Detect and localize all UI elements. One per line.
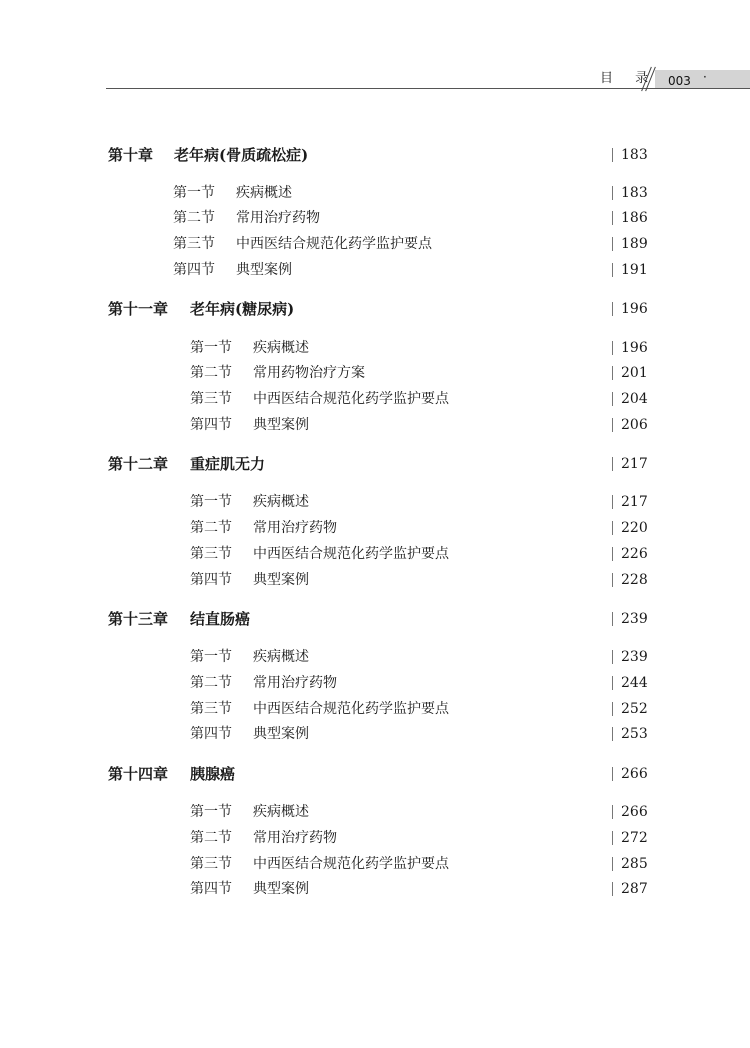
section-number: 第二节 (190, 520, 232, 536)
toc-section-entry[interactable] (190, 570, 648, 590)
section-title: 常用治疗药物 (253, 520, 337, 536)
section-page-number: 201 (612, 366, 648, 380)
section-page-number: 196 (612, 341, 648, 355)
toc-section-entry[interactable] (190, 363, 648, 383)
section-page-number: 244 (612, 676, 648, 690)
section-title: 疾病概述 (253, 494, 309, 510)
section-number: 第二节 (173, 210, 215, 226)
section-page-number: 239 (612, 650, 648, 664)
section-page-number: 253 (612, 727, 648, 741)
toc-section-entry[interactable] (190, 518, 648, 538)
toc-chapter-entry[interactable] (108, 608, 648, 630)
toc-section-entry[interactable] (190, 492, 648, 512)
section-page-number: 285 (612, 857, 648, 871)
section-number: 第四节 (190, 881, 232, 897)
section-title: 常用治疗药物 (253, 675, 337, 691)
toc-section-entry[interactable] (190, 544, 648, 564)
toc-chapter-entry[interactable] (108, 763, 648, 785)
section-title: 疾病概述 (253, 340, 309, 356)
chapter-number: 第十二章 (108, 455, 169, 473)
section-number: 第四节 (190, 726, 232, 742)
toc-section-entry[interactable] (190, 699, 648, 719)
section-page-number: 226 (612, 547, 648, 561)
toc-section-entry[interactable] (190, 802, 648, 822)
section-title: 常用治疗药物 (253, 830, 337, 846)
section-number: 第一节 (190, 340, 232, 356)
chapter-title: 老年病(糖尿病) (190, 300, 295, 318)
section-number: 第四节 (190, 572, 232, 588)
toc-section-entry[interactable] (190, 854, 648, 874)
chapter-page-number: 217 (612, 457, 648, 471)
chapter-number: 第十章 (108, 146, 154, 164)
section-number: 第三节 (173, 236, 215, 252)
section-page-number: 206 (612, 418, 648, 432)
chapter-page-number: 183 (612, 148, 648, 162)
section-page-number: 228 (612, 573, 648, 587)
section-page-number: 191 (612, 263, 648, 277)
section-page-number: 189 (612, 237, 648, 251)
toc-section-entry[interactable] (190, 879, 648, 899)
section-page-number: 217 (612, 495, 648, 509)
section-title: 疾病概述 (236, 185, 292, 201)
section-title: 中西医结合规范化药学监护要点 (253, 391, 449, 407)
toc-chapter-entry[interactable] (108, 453, 648, 475)
section-title: 中西医结合规范化药学监护要点 (253, 546, 449, 562)
section-number: 第一节 (173, 185, 215, 201)
section-page-number: 252 (612, 702, 648, 716)
section-title: 常用药物治疗方案 (253, 365, 365, 381)
chapter-page-number: 266 (612, 767, 648, 781)
toc-section-entry[interactable] (190, 724, 648, 744)
section-title: 常用治疗药物 (236, 210, 320, 226)
chapter-title: 结直肠癌 (190, 610, 251, 628)
running-header-page-number: 003 (668, 74, 691, 88)
section-number: 第四节 (190, 417, 232, 433)
section-page-number: 204 (612, 392, 648, 406)
section-page-number: 220 (612, 521, 648, 535)
section-title: 中西医结合规范化药学监护要点 (253, 701, 449, 717)
header-rule (106, 88, 750, 89)
section-page-number: 287 (612, 882, 648, 896)
section-title: 典型案例 (253, 572, 309, 588)
toc-section-entry[interactable] (190, 673, 648, 693)
section-number: 第二节 (190, 675, 232, 691)
section-number: 第二节 (190, 365, 232, 381)
section-page-number: 272 (612, 831, 648, 845)
toc-section-entry[interactable] (173, 260, 648, 280)
toc-section-entry[interactable] (190, 828, 648, 848)
section-title: 疾病概述 (253, 649, 309, 665)
section-title: 典型案例 (236, 262, 292, 278)
section-number: 第三节 (190, 701, 232, 717)
section-page-number: 186 (612, 211, 648, 225)
chapter-number: 第十四章 (108, 765, 169, 783)
toc-section-entry[interactable] (173, 234, 648, 254)
section-title: 典型案例 (253, 417, 309, 433)
toc-section-entry[interactable] (190, 338, 648, 358)
section-number: 第二节 (190, 830, 232, 846)
chapter-number: 第十三章 (108, 610, 169, 628)
section-number: 第一节 (190, 494, 232, 510)
chapter-title: 重症肌无力 (190, 455, 266, 473)
toc-chapter-entry[interactable] (108, 298, 648, 320)
chapter-title: 胰腺癌 (190, 765, 236, 783)
section-number: 第一节 (190, 649, 232, 665)
toc-section-entry[interactable] (173, 208, 648, 228)
section-page-number: 183 (612, 186, 648, 200)
section-number: 第一节 (190, 804, 232, 820)
chapter-title: 老年病(骨质疏松症) (174, 146, 309, 164)
chapter-page-number: 196 (612, 302, 648, 316)
toc-section-entry[interactable] (190, 415, 648, 435)
section-number: 第四节 (173, 262, 215, 278)
running-header-dot: · (703, 70, 707, 84)
section-title: 中西医结合规范化药学监护要点 (236, 236, 432, 252)
running-header-title: 目 录 (600, 71, 658, 86)
section-title: 典型案例 (253, 881, 309, 897)
chapter-number: 第十一章 (108, 300, 169, 318)
toc-section-entry[interactable] (190, 389, 648, 409)
toc-chapter-entry[interactable] (108, 144, 648, 166)
toc-section-entry[interactable] (173, 183, 648, 203)
section-title: 中西医结合规范化药学监护要点 (253, 856, 449, 872)
section-number: 第三节 (190, 856, 232, 872)
chapter-page-number: 239 (612, 612, 648, 626)
section-title: 典型案例 (253, 726, 309, 742)
section-number: 第三节 (190, 546, 232, 562)
section-page-number: 266 (612, 805, 648, 819)
toc-section-entry[interactable] (190, 647, 648, 667)
section-title: 疾病概述 (253, 804, 309, 820)
section-number: 第三节 (190, 391, 232, 407)
